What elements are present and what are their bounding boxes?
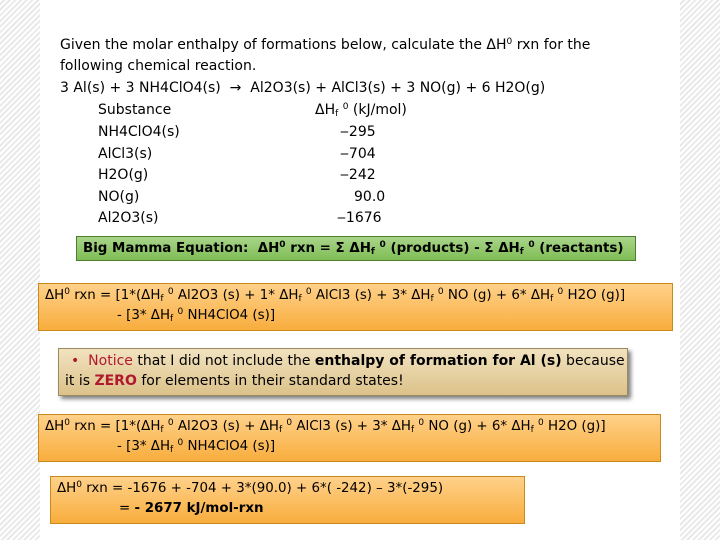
step1-equation-box — [38, 283, 673, 331]
final-result: - 2677 kJ/mol-rxn — [134, 501, 264, 516]
note-box — [58, 348, 628, 396]
bullet-icon: • — [71, 353, 80, 369]
final-line-1: $\Delta H^0$ rxn = -1676 + -704 + 3*(90.0) + 6*( -242) – 3*(-295) — [57, 480, 444, 496]
left-pattern-border — [0, 0, 40, 540]
final-answer-box — [50, 476, 525, 524]
table-header-value: $\Delta H_f$ $^0$ (kJ/mol) — [315, 102, 407, 119]
table-row-value: ‒295 — [340, 124, 376, 140]
intro-line-1: Given the molar enthalpy of formations below, calculate the $\Delta H^0$ rxn for the — [60, 37, 591, 53]
step2-line-1: $\Delta H^0$ rxn = [$1*(\Delta H_f$ $^0$ Al2O3 $(s) + \Delta H_f$ $^0$ AlCl3 (s) + 3* $\Delta H_f$ $^0$ NO (g) + 6* $\Delta H_f$ $^0$ H2O (g)] — [45, 418, 606, 435]
table-row-value: ‒1676 — [337, 210, 382, 226]
table-row-substance: Al2O3(s) — [98, 210, 159, 226]
table-row-substance: NH4ClO4(s) — [98, 124, 180, 140]
note-line-1: • Notice that I did not include the enthalpy of formation for Al (s) because — [71, 353, 625, 369]
step1-line-2: - [3* $\Delta H_f$ $^0$ NH4ClO4 (s)] — [117, 307, 276, 324]
table-row-substance: H2O(g) — [98, 167, 149, 183]
table-row-value: ‒242 — [340, 167, 376, 183]
table-row-substance: AlCl3(s) — [98, 146, 153, 162]
reaction-equation: 3 Al(s) + 3 NH4ClO4(s) → Al2O3(s) + AlCl3(s) + 3 NO(g) + 6 H2O(g) — [60, 80, 546, 96]
step2-equation-box — [38, 414, 661, 462]
step2-line-2: - [3* $\Delta H_f$ $^0$ NH4ClO4 (s)] — [117, 438, 276, 455]
big-mamma-equation-box: Big Mamma Equation: $\Delta H^0$ rxn = Σ $\Delta H_f$ $^0$ (products) - Σ $\Delta H_f$ $^0$ (reactants) — [76, 236, 636, 261]
intro-line-2: following chemical reaction. — [60, 58, 257, 74]
table-header-substance: Substance — [98, 102, 172, 118]
note-line-2: it is ZERO for elements in their standard states! — [65, 373, 404, 389]
final-line-2: = - 2677 kJ/mol-rxn — [119, 501, 264, 516]
arrow-icon: → — [229, 80, 242, 96]
right-pattern-border — [680, 0, 720, 540]
step1-line-1: $\Delta H^0$ rxn = [$1*(\Delta H_f$ $^0$ Al2O3 (s) + 1* $\Delta H_f$ $^0$ AlCl3 (s) + 3* $\Delta H_f$ $^0$ NO (g) + 6* $\Delta H_f$ $^0$ H2O (g)] — [45, 287, 626, 304]
table-row-value: ‒704 — [340, 146, 376, 162]
table-row-value: 90.0 — [354, 189, 386, 205]
slide — [40, 0, 680, 540]
table-row-substance: NO(g) — [98, 189, 140, 205]
